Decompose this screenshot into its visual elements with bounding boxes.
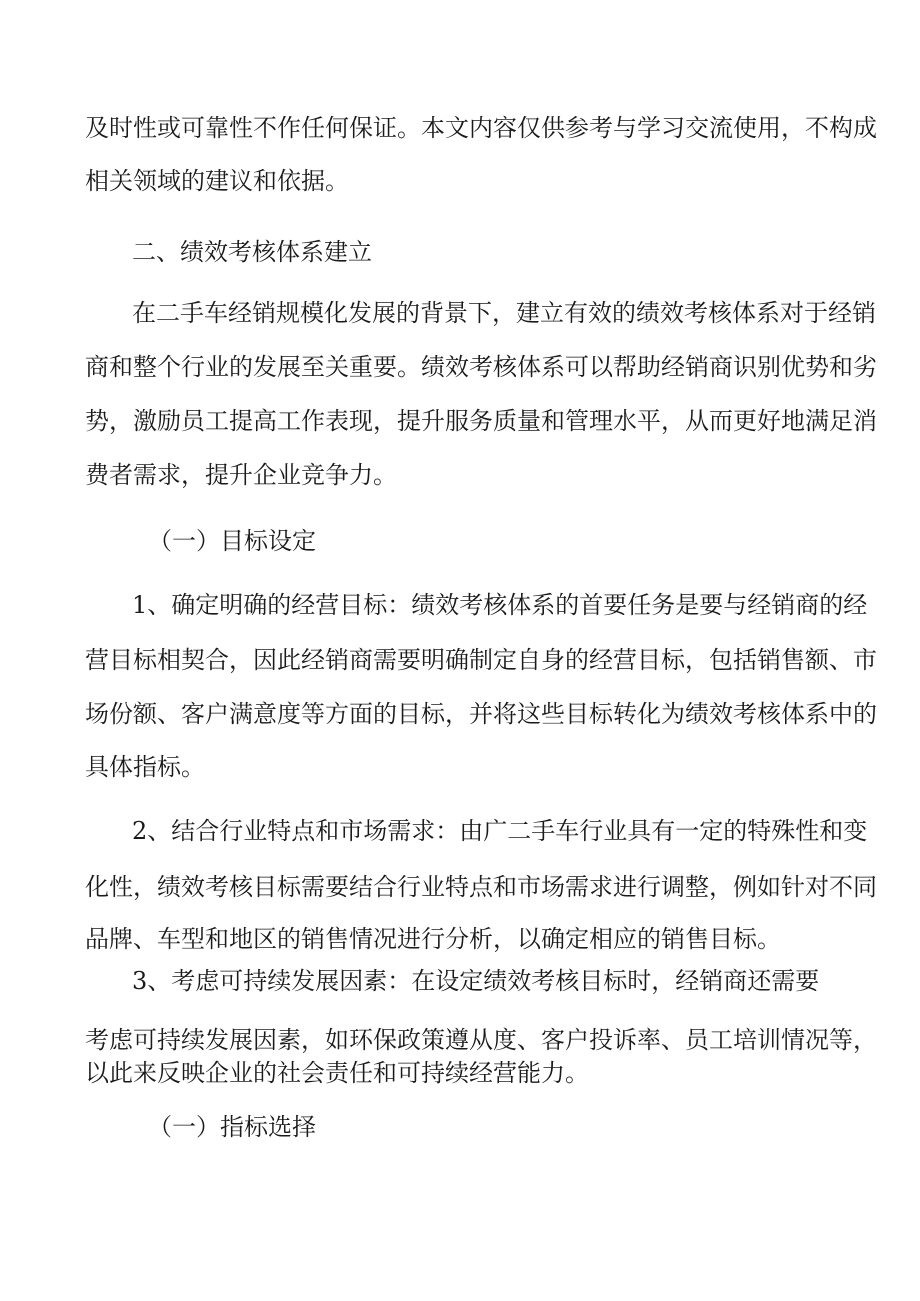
item-1-line-4: 具体指标。 xyxy=(85,753,205,781)
item-2-line-1: 2、结合行业特点和市场需求：由广二手车行业具有一定的特殊性和变 xyxy=(132,817,868,845)
section-intro-line-1: 在二手车经销规模化发展的背景下，建立有效的绩效考核体系对于经销 xyxy=(132,299,876,327)
item-1-line-1: 1、确定明确的经营目标：绩效考核体系的首要任务是要与经销商的经 xyxy=(132,591,868,619)
item-3-line-2: 考虑可持续发展因素，如环保政策遵从度、客户投诉率、员工培训情况等， xyxy=(85,1026,877,1054)
item-2-line-3: 品牌、车型和地区的销售情况进行分析，以确定相应的销售目标。 xyxy=(85,925,781,953)
intro-line-1: 及时性或可靠性不作任何保证。本文内容仅供参考与学习交流使用，不构成 xyxy=(85,114,877,142)
item-3-line-1: 3、考虑可持续发展因素：在设定绩效考核目标时，经销商还需要 xyxy=(132,967,820,995)
section-heading: 二、绩效考核体系建立 xyxy=(132,238,372,266)
subheading-goal-setting: （一）目标设定 xyxy=(148,527,316,555)
section-intro-line-4: 费者需求，提升企业竞争力。 xyxy=(85,461,397,489)
section-intro-line-3: 势，激励员工提高工作表现，提升服务质量和管理水平，从而更好地满足消 xyxy=(85,407,877,435)
item-3-line-3: 以此来反映企业的社会责任和可持续经营能力。 xyxy=(85,1059,589,1087)
subheading-indicator-selection: （一）指标选择 xyxy=(148,1113,316,1141)
section-intro-line-2: 商和整个行业的发展至关重要。绩效考核体系可以帮助经销商识别优势和劣 xyxy=(85,353,877,381)
item-1-line-3: 场份额、客户满意度等方面的目标，并将这些目标转化为绩效考核体系中的 xyxy=(85,700,877,728)
item-1-line-2: 营目标相契合，因此经销商需要明确制定自身的经营目标，包括销售额、市 xyxy=(85,646,877,674)
item-2-line-2: 化性，绩效考核目标需要结合行业特点和市场需求进行调整，例如针对不同 xyxy=(85,873,877,901)
intro-line-2: 相关领域的建议和依据。 xyxy=(85,167,349,195)
